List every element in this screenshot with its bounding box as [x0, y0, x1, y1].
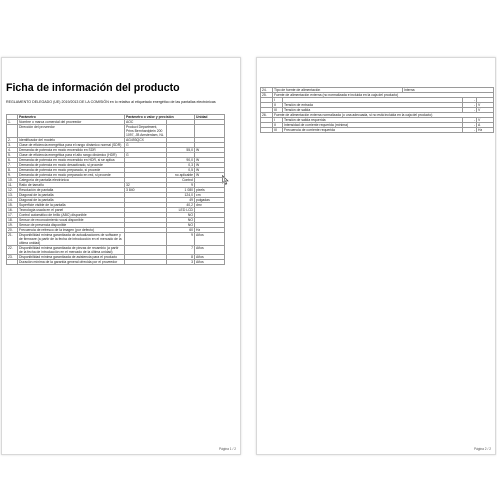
row-number: 9. [7, 173, 18, 178]
row-value-2: 7 [167, 246, 195, 255]
row-number [7, 260, 18, 265]
header-value: Parámetro o valor y precisión [125, 115, 195, 120]
row-value-2: no aplicable [167, 173, 195, 178]
row-number: 24. [261, 88, 273, 93]
row-unit: Años [195, 233, 225, 246]
table-row [7, 246, 225, 255]
row-value-2: 49 [167, 198, 195, 203]
row-unit: cm [195, 193, 225, 198]
row-value [125, 260, 167, 265]
row-parameter: Diagonal de la pantalla [18, 193, 125, 198]
row-number: 4. [7, 148, 18, 153]
row-value: - [463, 118, 477, 123]
row-sub-index: I [273, 98, 283, 103]
row-unit: Años [195, 255, 225, 260]
row-parameter: Control automático de brillo (ABC) disponible [18, 213, 125, 218]
row-unit: V [477, 103, 494, 108]
row-parameter: Clase de eficiencia energética para el alto rango dinámico (HDR) [18, 153, 125, 158]
row-value-2: 55,0 [167, 148, 195, 153]
row-parameter: Sensor de presencia disponible [18, 223, 125, 228]
row-number: 7. [7, 163, 18, 168]
row-sub-parameter: Frecuencia de corriente requerida [283, 128, 463, 133]
row-number: 15. [7, 203, 18, 208]
row-parameter: Clase de eficiencia energética para el rango dinámico normal (SDR) [18, 143, 125, 148]
row-parameter: Tipo de fuente de alimentación [273, 88, 403, 93]
row-value: AG493QCX [125, 138, 167, 143]
row-unit: V [477, 108, 494, 113]
row-value-2: 90,0 [167, 158, 195, 163]
row-parameter: Dirección del proveedor [18, 125, 125, 138]
document-page-2 [256, 57, 496, 455]
row-parameter: Superficie visible de la pantalla [18, 203, 125, 208]
row-number: 3. [7, 143, 18, 148]
row-sub-index: II [273, 103, 283, 108]
row-sub-index: II [273, 123, 283, 128]
row-parameter: Diagonal de la pantalla [18, 198, 125, 203]
row-sub-parameter: Tensión de salida [283, 108, 463, 113]
row-value: G [125, 153, 167, 158]
row-value-2: 3 [167, 260, 195, 265]
row-unit: pulgadas [195, 198, 225, 203]
row-value: Interna [403, 88, 494, 93]
table-row [7, 260, 225, 265]
row-unit: pixels [195, 188, 225, 193]
row-value: 32 [125, 183, 167, 188]
row-parameter: Demanda de potencia en modo encendido en HDR, si se aplica [18, 158, 125, 163]
row-number: 13. [7, 193, 18, 198]
row-value: G [125, 143, 167, 148]
header-unit: Unidad [195, 115, 225, 120]
row-parameter: Demanda de potencia en modo preparado, si procede [18, 168, 125, 173]
row-parameter: Disponibilidad mínima garantizada de actualizaciones de software y de firmware (a partir de la fecha de introducción en el mercado de la última unidad) [18, 233, 125, 246]
row-value-2: NO [167, 218, 195, 223]
table-row [7, 233, 225, 246]
row-unit: Hz [195, 228, 225, 233]
row-value-2: 9 [167, 183, 195, 188]
page-footer: Página 2 / 2 [473, 447, 491, 451]
product-info-table [6, 114, 225, 265]
row-value: - [463, 128, 477, 133]
row-value-2: Control [167, 178, 195, 183]
row-value-2: 9 [167, 233, 195, 246]
row-value-2 [167, 125, 195, 138]
row-number: 14. [7, 198, 18, 203]
row-unit: Años [195, 260, 225, 265]
row-parameter: Demanda de potencia en modo desactivado, si procede [18, 163, 125, 168]
row-number: 18. [7, 218, 18, 223]
row-value-2: 40,2 [167, 203, 195, 208]
row-parameter: Demanda de potencia en modo preparado en red, si procede [18, 173, 125, 178]
row-parameter: Sensor de reconocimiento vocal disponible [18, 218, 125, 223]
row-number: 1. [7, 120, 18, 125]
row-parameter: Demanda de potencia en modo encendido en SDR [18, 148, 125, 153]
row-number: 26. [261, 113, 273, 118]
row-number: 2. [7, 138, 18, 143]
row-parameter: Frecuencia de refresco de la imagen (por defecto) [18, 228, 125, 233]
row-unit: W [195, 158, 225, 163]
row-parameter: Resolución de pantalla [18, 188, 125, 193]
row-value [125, 233, 167, 246]
row-number [261, 128, 273, 133]
row-parameter: Categoría de pantalla electrónica [18, 178, 125, 183]
row-parameter: Identificador del modelo [18, 138, 125, 143]
row-value [125, 246, 167, 255]
row-value: - [463, 123, 477, 128]
row-value-2: NO [167, 213, 195, 218]
row-value-2: 8 [167, 255, 195, 260]
row-unit: W [195, 173, 225, 178]
row-number: 11. [7, 183, 18, 188]
row-value-2: 0,5 [167, 168, 195, 173]
row-value: 3 840 [125, 188, 167, 193]
row-number: 10. [7, 178, 18, 183]
row-value-2: 124,0 [167, 193, 195, 198]
row-unit: A [477, 123, 494, 128]
row-value: - [463, 103, 477, 108]
row-sub-index: III [273, 128, 283, 133]
row-value: Product Department, Prins Bernhardplein 200 1097, JB Amsterdam, NL [125, 125, 167, 138]
row-number: 5. [7, 153, 18, 158]
row-value-2: 60 [167, 228, 195, 233]
header-parameter: Parámetro [18, 115, 125, 120]
row-unit: W [195, 148, 225, 153]
row-unit: V [477, 118, 494, 123]
table-row [7, 255, 225, 260]
row-parameter: Disponibilidad mínima garantizada de piezas de recambio (a partir de la fecha de introducción en el mercado de la última unidad) [18, 246, 125, 255]
row-value-2: 0,3 [167, 163, 195, 168]
row-number [7, 125, 18, 138]
page-title: Ficha de información del producto [6, 82, 180, 94]
regulation-heading: REGLAMENTO DELEGADO (UE) 2019/2013 DE LA COMISIÓN en lo relativo al etiquetado energético de las pantallas electrónicas [6, 100, 216, 104]
row-value-2: 1 080 [167, 188, 195, 193]
document-page-1 [1, 57, 241, 455]
row-unit: Hz [477, 128, 494, 133]
row-value: - [463, 108, 477, 113]
row-parameter: Duración mínima de la garantía general ofrecida por el proveedor [18, 260, 125, 265]
row-number: 8. [7, 168, 18, 173]
row-number: 19. [7, 223, 18, 228]
table-row [7, 125, 225, 138]
row-number: 17. [7, 213, 18, 218]
row-value: AOC [125, 120, 167, 125]
page-footer: Página 1 / 2 [218, 447, 236, 451]
power-supply-table [260, 87, 494, 133]
row-number: 21. [7, 233, 18, 246]
row-number: 22. [7, 246, 18, 255]
row-parameter: Disponibilidad mínima garantizada de asistencia para el producto [18, 255, 125, 260]
row-number: 20. [7, 228, 18, 233]
row-unit: Años [195, 246, 225, 255]
row-parameter: Fuente de alimentación externa (no normalizada e incluida en la caja del producto) [273, 93, 494, 98]
row-parameter: Ratio de tamaño [18, 183, 125, 188]
row-sub-parameter: Tensión de salida requerida [283, 118, 463, 123]
row-sub-index: I [273, 118, 283, 123]
row-parameter: Tecnología usada en el panel [18, 208, 125, 213]
row-number: 6. [7, 158, 18, 163]
row-value-2: LED LCD [167, 208, 195, 213]
row-number: 12. [7, 188, 18, 193]
row-number: 16. [7, 208, 18, 213]
row-parameter: Nombre o marca comercial del proveedor [18, 120, 125, 125]
row-unit: dm² [195, 203, 225, 208]
row-number: 23. [7, 255, 18, 260]
row-parameter: Fuente de alimentación externa normalizada (o una adecuada, si no está incluida en la caja del producto) [273, 113, 494, 118]
row-sub-parameter: Tensión de entrada [283, 103, 463, 108]
row-value: - [463, 98, 477, 103]
row-value-2: NO [167, 223, 195, 228]
row-number: 25. [261, 93, 273, 98]
row-sub-index: III [273, 108, 283, 113]
table-row [261, 128, 494, 133]
row-sub-parameter: Intensidad de corriente requerida (mínima) [283, 123, 463, 128]
row-unit: W [195, 168, 225, 173]
row-unit [195, 125, 225, 138]
row-unit: W [195, 163, 225, 168]
